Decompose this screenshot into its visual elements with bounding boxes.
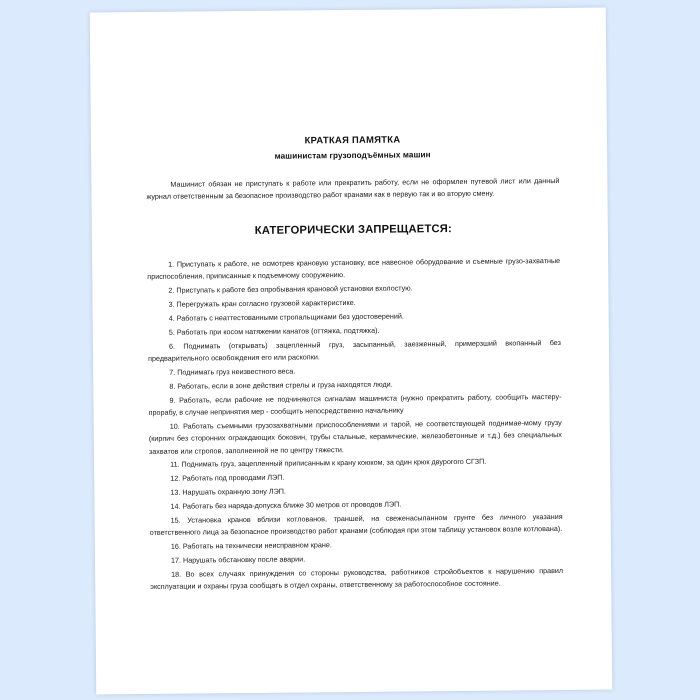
document-content (146, 131, 563, 595)
list-item: 13. Нарушать охранную зону ЛЭП. (170, 486, 286, 497)
list-item: 2. Приступать к работе без опробывания крановой установки вхолостую. (168, 283, 413, 295)
list-item: 18. Во всех случаях принуждения со стороны руководства, работников стройобъектов к нарушению правил эксплуатации и охраны груза сообщать в отдел охраны, ответственному за работоспособное состояние. (150, 565, 564, 592)
title-block (146, 131, 559, 162)
list-item: 5. Работать при косом натяжении канатов (оттяжка, подтяжка). (168, 325, 380, 337)
page-subtitle: машинистам грузоподъёмных машин (274, 150, 431, 161)
list-item: 8. Работать, если в зоне действия стрелы и груза находятся люди. (169, 379, 393, 391)
list-item: 9. Работать, если рабочие не подчиняются сигналам машиниста (нужно прекратить работу, сообщить мастеру-прорабу, в случае непринятия мер - сообщить непосредственно начальнику (148, 391, 562, 417)
list-item: 15. Установка кранов вблизи котлованов, траншей, на свеженасыпанном грунте без личного указания ответственного лица за безопасное производство работ кранами (соблюдая при этом таблицу установок возле котлована). (149, 511, 563, 538)
list-item: 7. Поднимать груз неизвестного веса. (169, 366, 296, 377)
list-item: 1. Приступать к работе, не осмотрев крановую установку, все навесное оборудование и съемные грузо-захватные приспособления, приписанные к подъемному сооружению. (147, 255, 561, 282)
list-item: 10. Работать съемными грузозахватными приспособлениями и тарой, не соответствующей поднимае-мому грузу (кирпич без сторонних ограждающих боковин, трубы стальные, керамические, железобетонные и т.д.) без специальных захватов или стропов, заполненной не по центру тяжести. (148, 417, 562, 456)
list-item: 12. Работать под проводами ЛЭП. (170, 473, 285, 484)
list-item: 11. Поднимать груз, зацепленный приписанным к крану коюком, за один крюк двурогого СГЗП. (170, 457, 487, 470)
intro-paragraph: Машинист обязан не приступать к работе или прекратить работу, если не оформлен путевой лист или данный журнал ответственным за безопасное производство работ кранами как в первую так и во вторую смену. (146, 176, 560, 202)
document-page (90, 8, 613, 695)
section-heading: КАТЕГОРИЧЕСКИ ЗАПРЕЩАЕТСЯ: (254, 222, 452, 237)
list-item: 6. Поднимать (открывать) зацепленный груз, засыпанный, заезженный, примерзший вкопанный без предварительного освобождения его или раскопки. (148, 337, 561, 363)
list-item: 4. Работать с неаттестованными стропальщиками без удостоверений. (168, 311, 404, 323)
list-item: 16. Работать на технически неисправном кране. (170, 540, 332, 551)
list-item: 3. Перегружать кран согласно грузовой характеристике. (168, 297, 356, 309)
list-item: 17. Нарушать обстановку после аварии. (170, 554, 306, 565)
page-title: КРАТКАЯ ПАМЯТКА (304, 133, 401, 146)
prohibitions-list (147, 255, 563, 594)
list-item: 14. Работать без наряда-допуска ближе 30 метров от проводов ЛЭП. (170, 499, 402, 511)
